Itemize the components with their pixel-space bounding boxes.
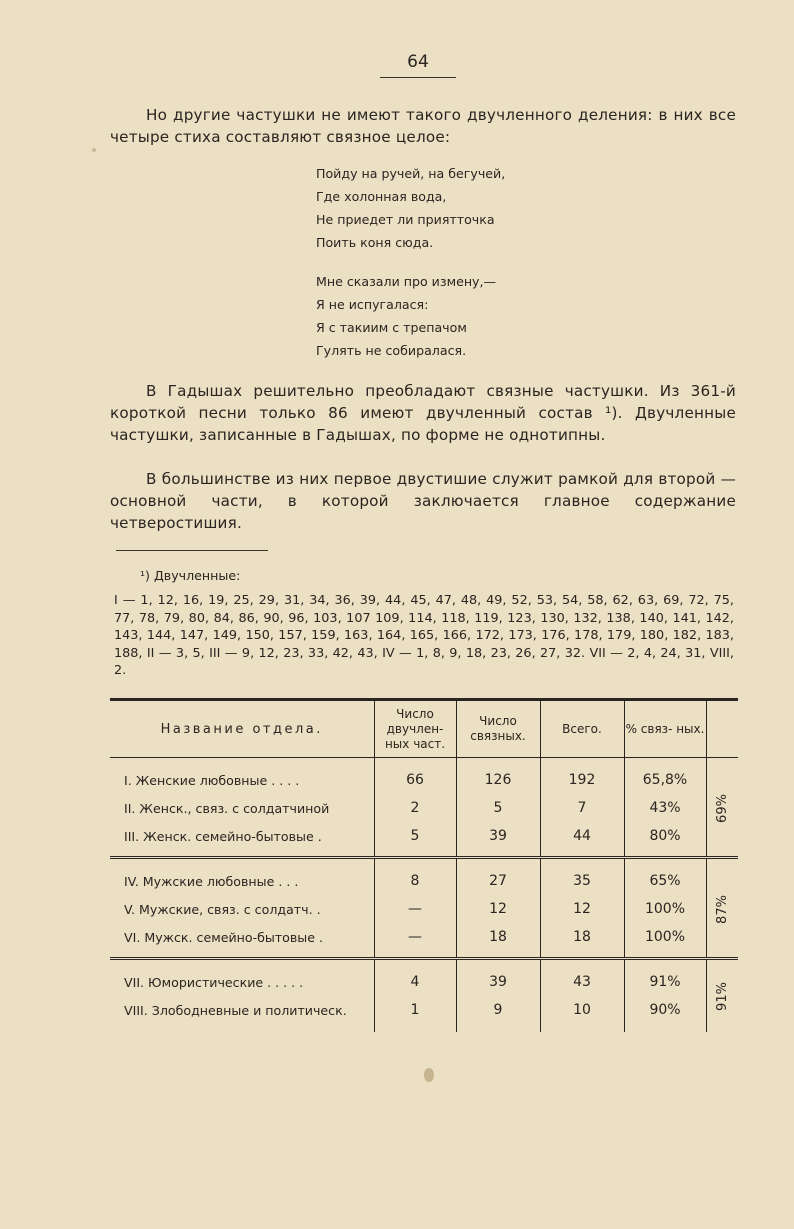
- header-name: Название отдела.: [110, 701, 374, 758]
- footnote-title: ¹) Двучленные:: [140, 568, 241, 583]
- group-percent: [706, 766, 738, 850]
- row-svyaznykh: 18: [456, 923, 540, 951]
- row-name: II. Женск., связ. с солдатчиной: [110, 794, 374, 822]
- page-number: 64: [407, 52, 429, 72]
- row-svyaznykh: 9: [456, 996, 540, 1024]
- verse-line: Гулять не собиралася.: [316, 343, 467, 358]
- row-total: 10: [540, 996, 624, 1024]
- row-name: III. Женск. семейно-бытовые .: [110, 822, 374, 850]
- row-percent: 80%: [624, 822, 706, 850]
- table-row: [110, 968, 738, 996]
- row-percent: 91%: [624, 968, 706, 996]
- header-group: [706, 701, 738, 758]
- group-percent-text: 91%: [714, 981, 730, 1011]
- row-percent: 65%: [624, 867, 706, 895]
- row-dvuchlen: 4: [374, 968, 456, 996]
- row-percent: 43%: [624, 794, 706, 822]
- row-dvuchlen: —: [374, 895, 456, 923]
- verse-line: Пойду на ручей, на бегучей,: [316, 166, 506, 181]
- footnote-rule: [116, 550, 268, 551]
- table-header-row: [110, 701, 738, 758]
- row-dvuchlen: 8: [374, 867, 456, 895]
- row-percent: 100%: [624, 895, 706, 923]
- row-name: VIII. Злободневные и политическ.: [110, 996, 374, 1024]
- row-svyaznykh: 5: [456, 794, 540, 822]
- paragraph-4: В большинстве из них первое двустишие служит рамкой для второй — основной части, в которой заключается главное содержание четверостишия.: [110, 470, 736, 532]
- header-percent: % связ- ных.: [624, 701, 706, 758]
- row-name: VII. Юмористические . . . . .: [110, 968, 374, 996]
- verse-line: Где холонная вода,: [316, 189, 447, 204]
- verse-2: [316, 270, 496, 362]
- table-row: [110, 867, 738, 895]
- row-name: VI. Мужск. семейно-бытовые .: [110, 923, 374, 951]
- row-total: 7: [540, 794, 624, 822]
- row-name: IV. Мужские любовные . . .: [110, 867, 374, 895]
- paragraph-2: [110, 380, 736, 446]
- header-vsego: Всего.: [540, 701, 624, 758]
- row-svyaznykh: 27: [456, 867, 540, 895]
- row-total: 192: [540, 766, 624, 794]
- row-name: I. Женские любовные . . . .: [110, 766, 374, 794]
- intro-paragraph-text: Но другие частушки не имеют такого двучленного деления: в них все четыре стиха составляют связное целое:: [110, 106, 736, 146]
- paragraph-2-text: В Гадышах решительно преобладают связные частушки. Из 361-й короткой песни только 86 имеют двучленный состав: [110, 382, 736, 422]
- page-number-rule: [380, 77, 456, 78]
- verse-line: Я не испугалася:: [316, 297, 429, 312]
- intro-paragraph: [110, 104, 736, 148]
- row-dvuchlen: —: [374, 923, 456, 951]
- table-row: [110, 923, 738, 951]
- table-row: [110, 766, 738, 794]
- group-percent: [706, 968, 738, 1024]
- row-total: 43: [540, 968, 624, 996]
- row-svyaznykh: 39: [456, 822, 540, 850]
- row-percent: 90%: [624, 996, 706, 1024]
- group-percent-text: 69%: [714, 793, 730, 823]
- row-total: 44: [540, 822, 624, 850]
- row-percent: 65,8%: [624, 766, 706, 794]
- row-total: 35: [540, 867, 624, 895]
- row-dvuchlen: 2: [374, 794, 456, 822]
- row-total: 12: [540, 895, 624, 923]
- row-svyaznykh: 12: [456, 895, 540, 923]
- verse-line: Поить коня сюда.: [316, 235, 434, 250]
- group-percent: [706, 867, 738, 951]
- group-percent-text: 87%: [714, 894, 730, 924]
- row-svyaznykh: 39: [456, 968, 540, 996]
- ink-speck: [92, 148, 96, 152]
- footnote-text: I — 1, 12, 16, 19, 25, 29, 31, 34, 36, 39, 44, 45, 47, 48, 49, 52, 53, 54, 58, 62, 63, 69, 72, 75, 77, 78, 79, 80, 84, 86, 90, 96, 103, 107 109, 114, 118, 119, 123, 130, 132, 138, 140, 141, 142, 143, 144, 147, 149, 150, 157, 159, 163, 164, 165, 166, 172, 173, 176, 178, 179, 180, 182, 183, 188, II — 3, 5, III — 9, 12, 23, 33, 42, 43, IV — 1, 8, 9, 18, 23, 26, 27, 32. VII — 2, 4, 24, 31, VIII, 2.: [114, 593, 734, 678]
- table-row: [110, 822, 738, 850]
- footnote-reference: ¹).: [605, 404, 623, 422]
- table-row: [110, 996, 738, 1024]
- verse-line: Я с такиим с трепачом: [316, 320, 467, 335]
- header-svyaznykh: Число связных.: [456, 701, 540, 758]
- row-dvuchlen: 5: [374, 822, 456, 850]
- verse-line: Не приедет ли приятточка: [316, 212, 495, 227]
- header-dvuchlen: Число двучлен- ных част.: [374, 701, 456, 758]
- statistics-table: [110, 698, 738, 1032]
- row-percent: 100%: [624, 923, 706, 951]
- row-dvuchlen: 66: [374, 766, 456, 794]
- paragraph-3-text: Двучленные частушки, записанные в Гадышах, по форме не однотипны.: [110, 404, 737, 444]
- table-row: [110, 895, 738, 923]
- row-name: V. Мужские, связ. с солдатч. .: [110, 895, 374, 923]
- table-row: [110, 794, 738, 822]
- ink-stain: [424, 1068, 434, 1082]
- row-dvuchlen: 1: [374, 996, 456, 1024]
- verse-line: Мне сказали про измену,—: [316, 274, 497, 289]
- row-total: 18: [540, 923, 624, 951]
- row-svyaznykh: 126: [456, 766, 540, 794]
- verse-1: [316, 162, 505, 254]
